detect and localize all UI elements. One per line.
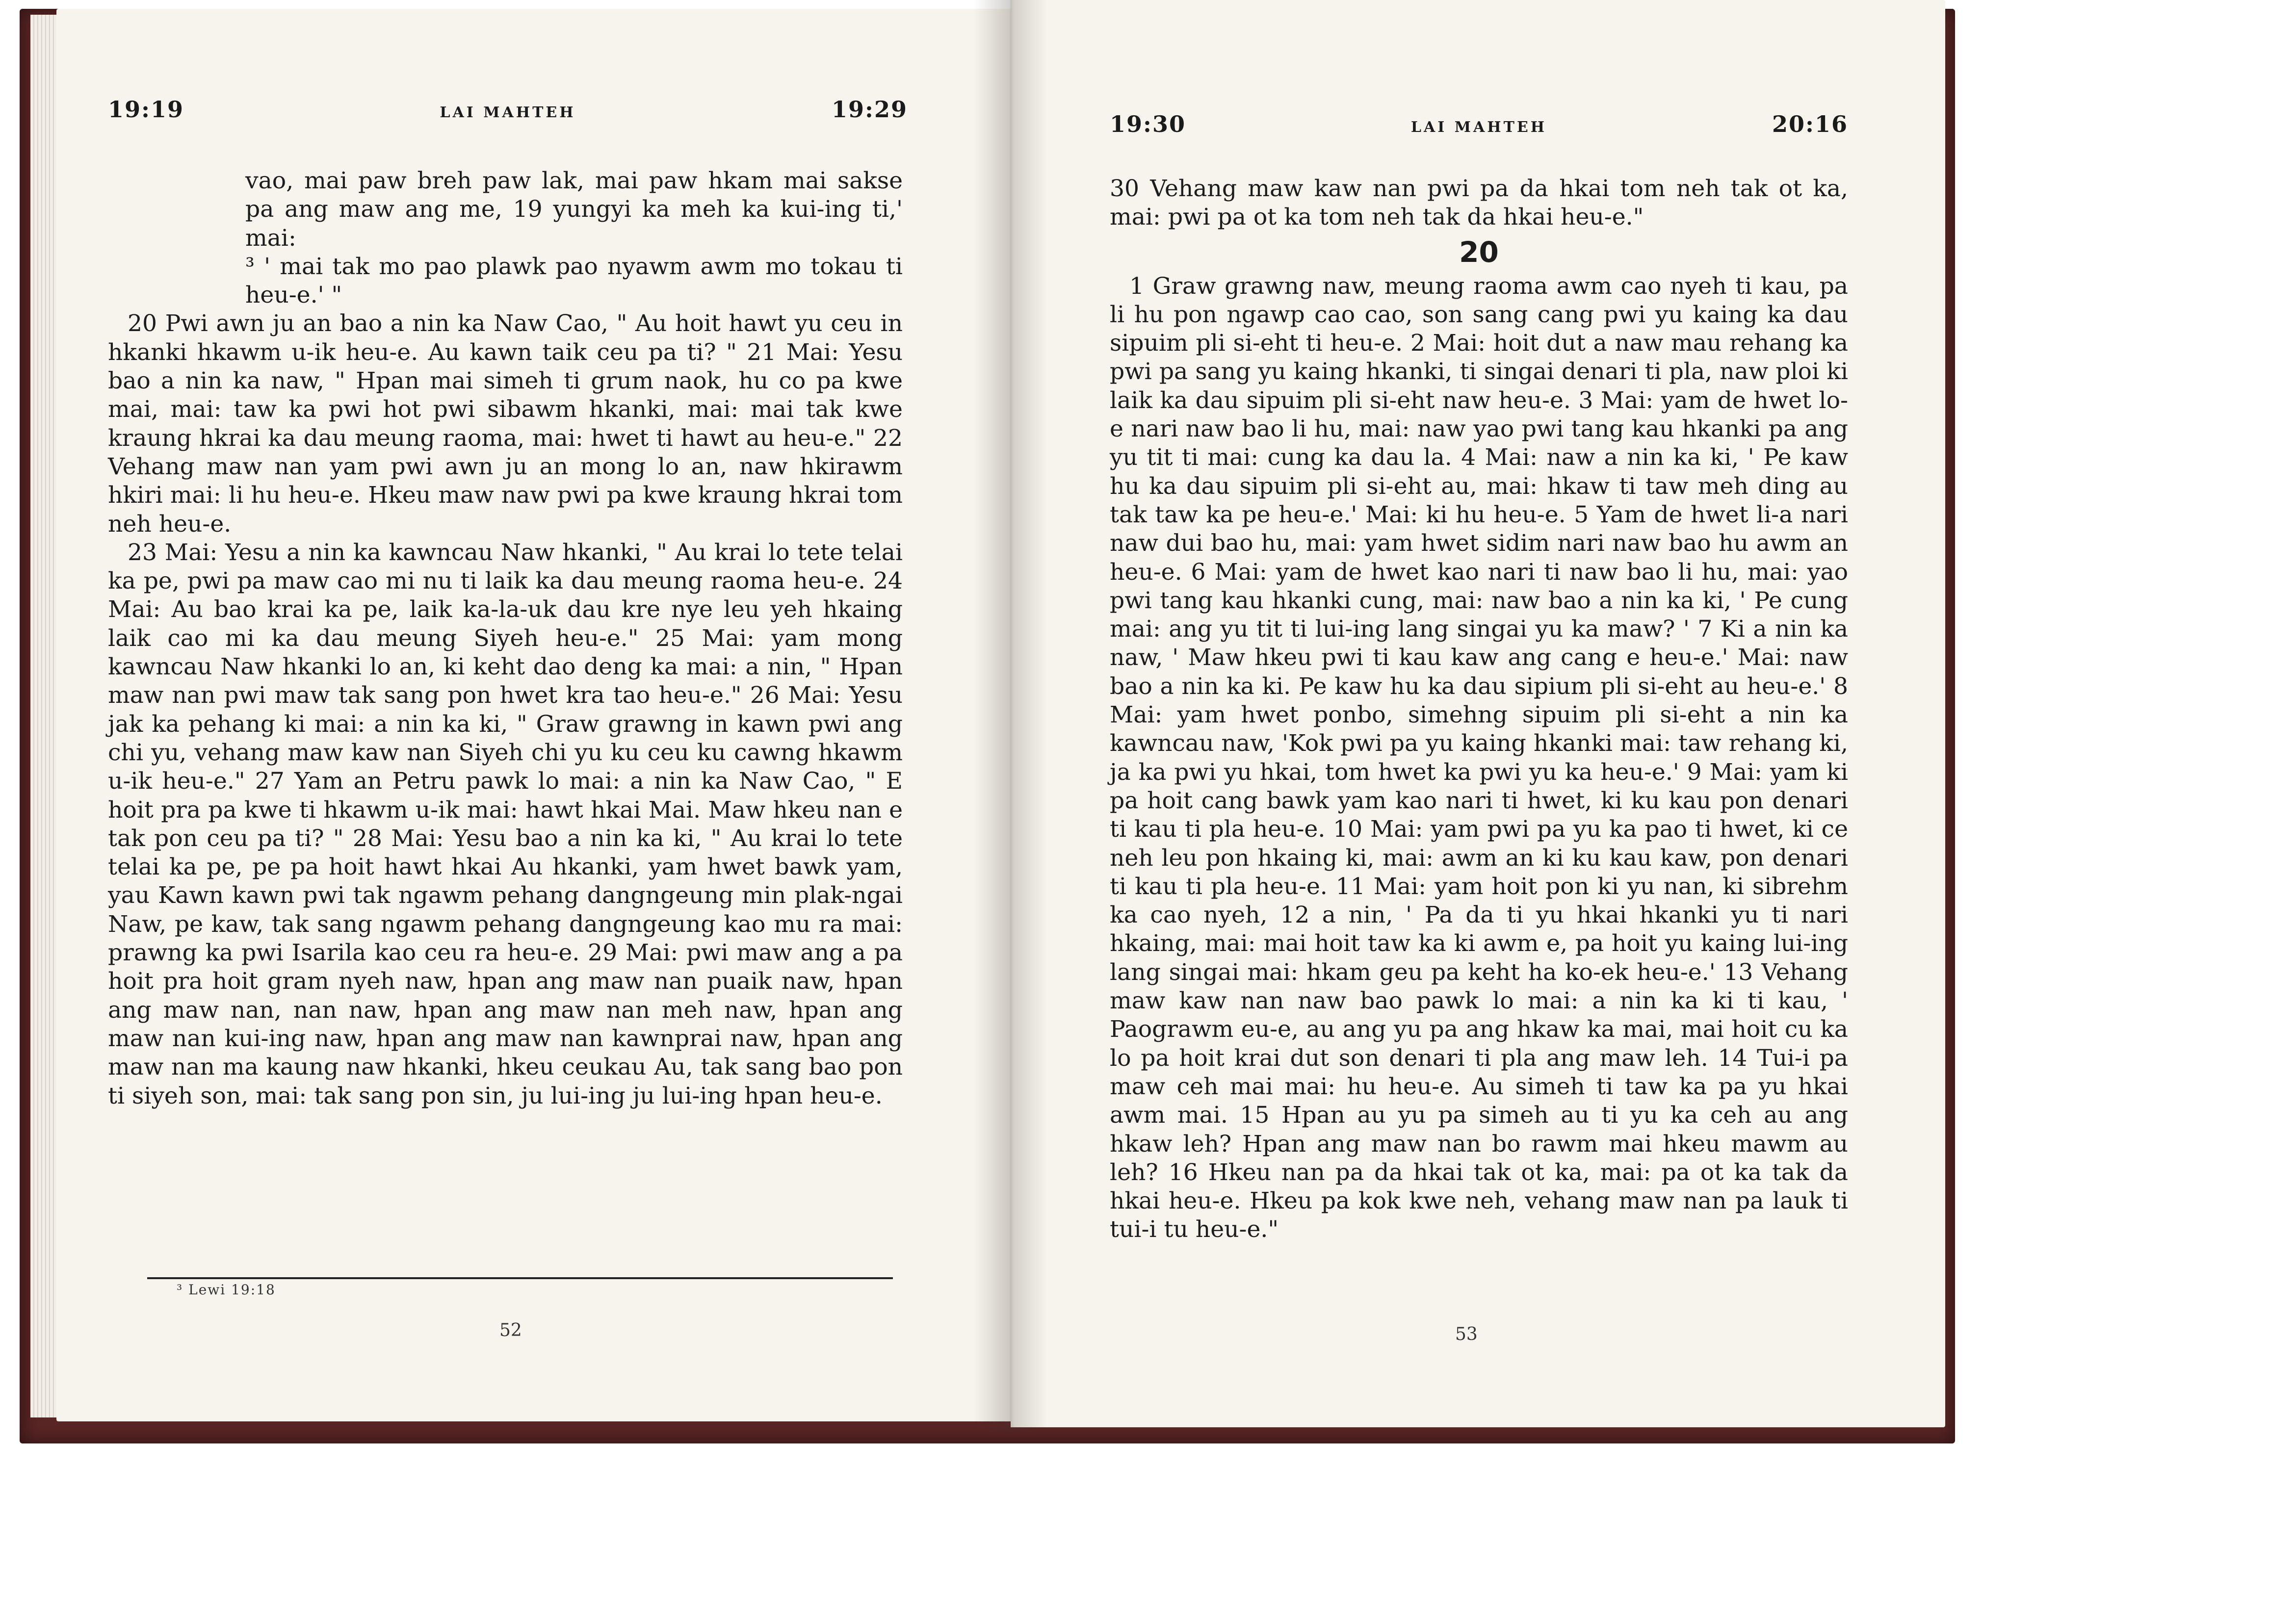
paragraph: 30 Vehang maw kaw nan pwi pa da hkai tom neh tak ot ka, mai: pwi pa ot ka tom neh tak da hkai heu-e.": [1110, 175, 1848, 231]
left-header-title: LAI MAHTEH: [440, 104, 576, 121]
chapter-number: 20: [1459, 235, 1499, 269]
paragraph: 20 Pwi awn ju an bao a nin ka Naw Cao, " Au hoit hawt yu ceu in hkanki hkawm u-ik heu-e. Au kawn taik ceu pa ti? " 21 Mai: Yesu bao a nin ka naw, " Hpan mai simeh ti grum naok, hu co pa kwe mai, mai: taw ka pwi hot pwi sibawm hkanki, mai: mai tak kwe kraung hkrai ka dau meung raoma, mai: hwet ti hawt au heu-e." 22 Vehang maw nan yam pwi awn ju an mong lo an, naw hkirawm hkiri mai: li hu heu-e. Hkeu maw naw pwi pa kwe kraung hkrai tom neh heu-e.: [108, 310, 903, 538]
footnote: ³ Lewi 19:18: [177, 1282, 276, 1298]
left-header-ref-end: 19:29: [831, 96, 908, 123]
book-gutter: [974, 0, 1047, 1432]
left-page-text: [108, 167, 903, 1110]
right-header-ref-start: 19:30: [1110, 111, 1186, 137]
quotation: ³ ' mai tak mo pao plawk pao nyawm awm mo tokau ti heu-e.' ": [245, 253, 903, 309]
left-header-ref-start: 19:19: [108, 96, 184, 123]
paragraph: vao, mai paw breh paw lak, mai paw hkam mai sakse pa ang maw ang me, 19 yungyi ka meh ka kui-ing ti,' mai:: [245, 167, 903, 252]
right-running-head: [1110, 111, 1848, 137]
paragraph: 1 Graw grawng naw, meung raoma awm cao nyeh ti kau, pa li hu pon ngawp cao cao, son sang cang pwi yu kaing ka dau sipuim pli si-eht ti heu-e. 2 Mai: hoit dut a naw mau rehang ka pwi pa sang yu kaing hkanki, ti singai denari ti pla, naw ploi ki laik ka dau sipuim pli si-eht naw heu-e. 3 Mai: yam de hwet lo-e nari naw bao li hu, mai: naw yao pwi tang kau hkanki pa ang yu tit ti mai: cung ka dau la. 4 Mai: naw a nin ka ki, ' Pe kaw hu ka dau sipuim pli si-eht au, mai: hkaw ti taw meh ding au tak taw ka pe heu-e.' Mai: ki hu heu-e. 5 Yam de hwet li-a nari naw dui bao hu, mai: yam hwet sidim nari naw bao hu awm an heu-e. 6 Mai: yam de hwet kao nari ti naw bao li hu, mai: yao pwi tang kau hkanki cung, mai: naw bao a nin ka ki, ' Pe cung mai: ang yu tit ti lui-ing lang singai yu ka maw? ' 7 Ki a nin ka naw, ' Maw hkeu pwi ti kau kaw ang cang e heu-e.' Mai: naw bao a nin ka ki. Pe kaw hu ka dau sipium pli si-eht au heu-e.' 8 Mai: yam hwet ponbo, simehng sipuim pli si-eht a nin ka kawncau naw, 'Kok pwi pa yu kaing hkanki mai: taw rehang ki, ja ka pwi yu hkai, tom hwet ka pwi yu ka heu-e.' 9 Mai: yam ki pa hoit cang bawk yam kao nari ti hwet, ki ku kau pon denari ti kau ti pla heu-e. 10 Mai: yam pwi pa yu ka pao ti hwet, ki ce neh leu pon hkaing ki, mai: awm an ki ku kau kaw, pon denari ti kau ti pla heu-e. 11 Mai: yam hoit pon ki yu nan, ki sibrehm ka cao nyeh, 12 a nin, ' Pa da ti yu hkai hkanki yu ti nari hkaing, mai: mai hoit taw ka ki awm e, pa hoit yu kaing lui-ing lang singai mai: hkam geu pa keht ha ko-ek heu-e.' 13 Vehang maw kaw nan naw bao pawk lo mai: a nin ka ki ti kau, ' Paograwm eu-e, au ang yu pa ang hkaw ka mai, mai hoit cu ka lo pa hoit krai dut son denari ti pla ang maw leh. 14 Tui-i pa maw ceh mai mai: hu heu-e. Au simeh ti taw ka pa yu hkai awm mai. 15 Hpan au yu pa simeh au ti yu ka ceh au ang hkaw leh? Hpan ang maw nan bo rawm mai hkeu mawm au leh? 16 Hkeu nan pa da hkai tak ot ka, mai: pa ot ka tak da hkai heu-e. Hkeu pa kok kwe neh, vehang maw nan pa lauk ti tui-i tu heu-e.": [1110, 272, 1848, 1243]
page-edges: [30, 15, 60, 1417]
right-header-ref-end: 20:16: [1772, 111, 1848, 137]
page-number-right: 53: [1455, 1324, 1478, 1344]
left-running-head: [108, 96, 908, 123]
paragraph: 23 Mai: Yesu a nin ka kawncau Naw hkanki, " Au krai lo tete telai ka pe, pwi pa maw cao mi nu ti laik ka dau meung raoma heu-e. 24 Mai: Au bao krai ka pe, laik ka-la-uk dau kre nye leu yeh hkaing laik cao mi ka dau meung Siyeh heu-e." 25 Mai: yam mong kawncau Naw hkanki lo an, ki keht dao deng ka mai: a nin, " Hpan maw nan pwi maw tak sang pon hwet kra tao heu-e." 26 Mai: Yesu jak ka pehang ki mai: a nin ka ki, " Graw grawng in kawn pwi ang chi yu, vehang maw kaw nan Siyeh chi yu ku ceu ku cawng hkawm u-ik heu-e." 27 Yam an Petru pawk lo mai: a nin ka Naw Cao, " E hoit pra pa kwe ti hkawm u-ik mai: hawt hkai Mai. Maw hkeu nan e tak pon ceu pa ti? " 28 Mai: Yesu bao a nin ka ki, " Au krai lo tete telai ka pe, pe pa hoit hawt hkai Au hkanki, yam hwet bawk yam, yau Kawn kawn pwi tak ngawm pehang dangngeung min plak-ngai Naw, pe kaw, tak sang ngawm pehang dangngeung kao mu ra mai: prawng ka pwi Isarila kao ceu ra heu-e. 29 Mai: pwi maw ang a pa hoit pra hoit gram nyeh naw, hpan ang maw nan puaik naw, hpan ang maw nan, nan naw, hpan ang maw nan meh naw, hpan ang maw nan kui-ing naw, hpan ang maw nan kawnprai naw, hpan ang maw nan ma kaung naw hkanki, hkeu ceukau Au, tak sang bao pon ti siyeh son, mai: tak sang pon sin, ju lui-ing ju lui-ing hpan heu-e.: [108, 539, 903, 1109]
right-header-title: LAI MAHTEH: [1410, 119, 1547, 136]
footnote-rule: [147, 1277, 893, 1279]
page-number-left: 52: [499, 1320, 522, 1340]
right-page-text: [1110, 175, 1848, 1244]
